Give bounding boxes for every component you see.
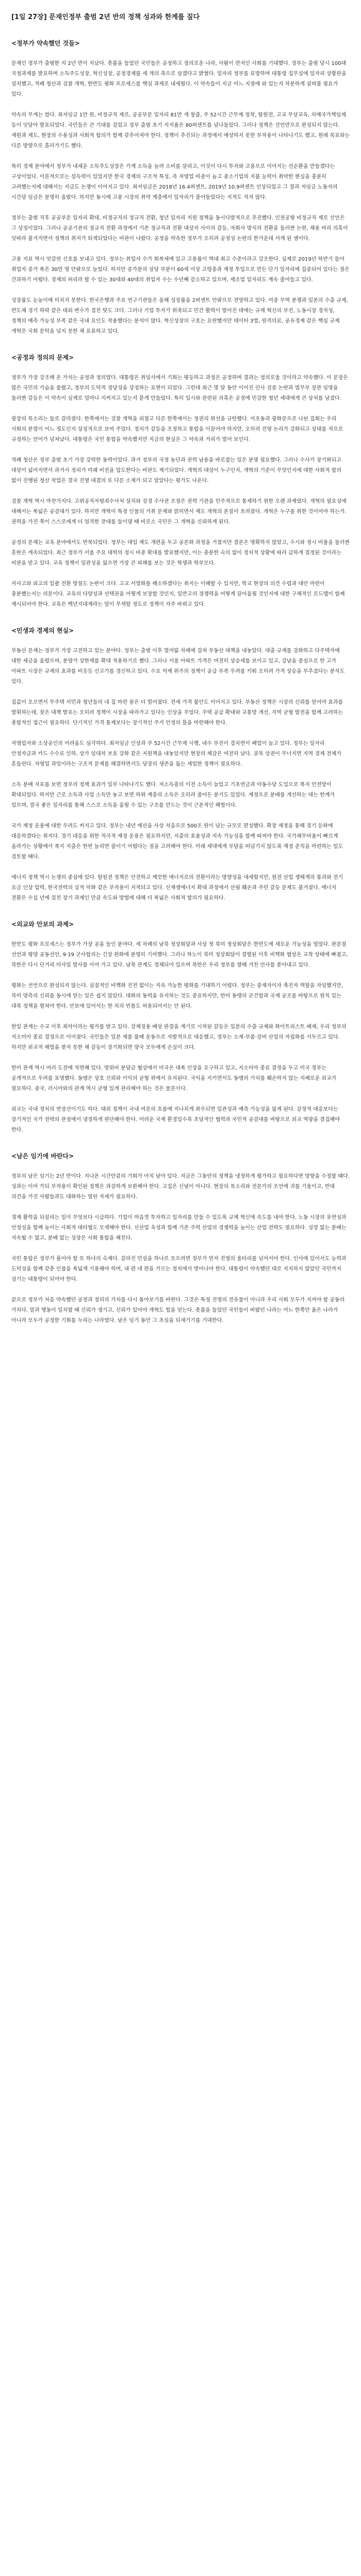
body-paragraph: 광장의 목소리는 둘로 갈라졌다. 한쪽에서는 검찰 개혁을 외쳤고 다른 한쪽에서는 정권의 위선을 규탄했다. 서초동과 광화문으로 나뉜 집회는 우리 사회의 분열이 어느 정도인지 상징적으로 보여 주었다. 정치가 갈등을 조정하고 통합을 이끌어야 하지만, 오히려 진영 논리가 강화되고 상대를 적으로 규정하는 언어가 넘쳐났다. 대통령은 국민 통합을 약속했지만 지금의 현실은 그 약속과 거리가 멀어 보인다.: [11, 416, 343, 443]
section-heading: <민생과 경제의 현실>: [11, 627, 74, 634]
section-heading: <외교와 안보의 과제>: [11, 921, 74, 928]
body-paragraph: 소득 분배 지표를 보면 정부의 정책 효과가 일부 나타나기도 했다. 저소득층의 이전 소득이 늘었고 기초연금과 아동수당 도입으로 복지 안전망이 확대되었다. 하지만 근로 소득과 사업 소득만 놓고 보면 하위 계층의 소득은 오히려 줄어든 분기도 있었다. 재정으로 분배를 개선하는 데는 한계가 있으며, 결국 좋은 일자리를 통해 스스로 소득을 올릴 수 있는 구조를 만드는 것이 근본적인 해법이다.: [11, 782, 335, 808]
body-paragraph: 공정의 문제는 교육 분야에서도 반복되었다. 정부는 대입 제도 개편을 두고 공론화 과정을 거쳤지만 결론은 명확하지 않았고, 수시와 정시 비율을 둘러싼 혼란은 계속되었다. 최근 정부가 서울 주요 대학의 정시 비중 확대를 발표했지만, 이는 충분한 숙의 없이 정치적 상황에 따라 급하게 결정된 것이라는 비판을 받고 있다. 교육 정책이 일관성을 잃으면 가장 큰 피해를 보는 것은 학생과 학부모다.: [11, 540, 350, 566]
body-paragraph: 문재인 정부가 출범한 지 2년 반이 지났다. 촛불을 들었던 국민들은 공정하고 정의로운 나라, 사람이 먼저인 사회를 기대했다. 정부는 출범 당시 100대 국정과제를 발표하며 소득주도성장, 혁신성장, 공정경제를 세 개의 축으로 삼겠다고 밝혔다. 일자리 정부를 표방하며 대통령 집무실에 일자리 상황판을 설치했고, 적폐 청산과 검찰 개혁, 한반도 평화 프로세스를 핵심 과제로 내세웠다. 이 약속들이 지금 어느 지점에 와 있는지 차분하게 살펴볼 필요가 있다.: [11, 61, 347, 97]
body-paragraph: 경제 활력을 되살리는 일이 무엇보다 시급하다. 기업이 마음껏 투자하고 일자리를 만들 수 있도록 규제 혁신에 속도를 내야 한다. 노동 시장의 유연성과 안정성을 함께 높이는 사회적 대타협도 모색해야 한다. 신산업 육성과 함께 기존 주력 산업의 경쟁력을 높이는 산업 전략도 필요하다. 성장 없는 분배는 지속될 수 없고, 분배 없는 성장은 사회 통합을 해친다.: [11, 1215, 347, 1241]
body-paragraph: 특히 경제 분야에서 정부가 내세운 소득주도성장은 가계 소득을 늘려 소비를 살리고, 이것이 다시 투자와 고용으로 이어지는 선순환을 만들겠다는 구상이었다. 이론적으로는 설득력이 있었지만 한국 경제의 구조적 특성, 즉 자영업 비중이 높고 중소기업의 지불 능력이 취약한 현실을 충분히 고려했는지에 대해서는 지금도 논쟁이 이어지고 있다. 최저임금은 2018년 16.4퍼센트, 2019년 10.9퍼센트 인상되었고 그 결과 저임금 노동자의 시간당 임금은 분명히 올랐다. 하지만 동시에 고용 시장의 취약 계층에서 일자리가 줄어들었다는 지적도 적지 않다.: [11, 164, 338, 200]
section-heading: <공정과 정의의 문제>: [11, 354, 74, 361]
section-heading: <정부가 약속했던 것들>: [11, 40, 80, 47]
section-heading: <남은 임기에 바란다>: [11, 1153, 74, 1160]
body-paragraph: 고용 지표 역시 엇갈린 신호를 보내고 있다. 정부는 취업자 수가 회복세에 있고 고용률이 역대 최고 수준이라고 강조한다. 실제로 2019년 하반기 들어 취업자 증가 폭은 30만 명 안팎으로 늘었다. 하지만 증가분의 상당 부분이 60세 이상 고령층과 재정 투입으로 만든 단기 일자리에 집중되어 있다는 점은 간과하기 어렵다. 경제의 허리라 할 수 있는 30대와 40대의 취업자 수는 수년째 감소하고 있으며, 제조업 일자리도 계속 줄어들고 있다.: [11, 257, 350, 283]
body-paragraph: 외교는 국내 정치의 연장선이기도 하다. 대외 정책이 국내 여론의 흐름에 지나치게 좌우되면 일관성과 예측 가능성을 잃게 된다. 감정적 대응보다는 장기적인 국가 전략의 관점에서 냉정하게 판단해야 한다. 어려운 국제 환경일수록 초당적인 협력과 국민적 공감대를 바탕으로 외교 역량을 결집해야 한다.: [11, 1107, 340, 1133]
body-paragraph: 끝으로 정부가 처음 약속했던 공정과 정의의 가치를 다시 돌아보기를 바란다. 그것은 특정 진영의 전유물이 아니라 우리 사회 모두가 지켜야 할 공동의 가치다. 말과 행동이 일치할 때 신뢰가 생기고, 신뢰가 있어야 개혁도 힘을 얻는다. 촛불을 들었던 국민들이 바랐던 나라는 어느 한쪽만 옳은 나라가 아니라 모두가 공정한 기회를 누리는 나라였다. 남은 임기 동안 그 초심을 되새기기를 기대한다.: [11, 1297, 345, 1324]
body-paragraph: 검찰 개혁 역시 마찬가지다. 고위공직자범죄수사처 설치와 검경 수사권 조정은 권력 기관을 민주적으로 통제하기 위한 오랜 과제였다. 개혁의 필요성에 대해서는 폭넓은 공감대가 있다. 하지만 개혁이 특정 인물의 거취 문제와 얽히면서 제도 개혁의 본질이 흐려졌다. 개혁은 누구를 위한 것이어야 하는가. 권력을 가진 쪽이 스스로에게 더 엄격한 잣대를 들이댈 때 비로소 국민은 그 개혁을 신뢰하게 된다.: [11, 499, 347, 525]
body-paragraph: 국민 통합은 정부가 풀어야 할 또 하나의 숙제다. 갈라진 민심을 하나로 모으려면 정부가 먼저 진영의 울타리를 넘어서야 한다. 인사에 있어서도 능력과 도덕성을 함께 갖춘 인물을 폭넓게 기용해야 하며, 내 편 네 편을 가르는 정치에서 벗어나야 한다. 대통령이 약속했던 대로 지지하지 않았던 국민까지 섬기는 대통령이 되어야 한다.: [11, 1256, 347, 1282]
body-paragraph: 정부가 가장 강조해 온 가치는 공정과 정의였다. 대통령은 취임사에서 기회는 평등하고 과정은 공정하며 결과는 정의로울 것이라고 약속했다. 이 문장은 많은 국민의 가슴을 울렸고, 정부의 도덕적 정당성을 상징하는 표현이 되었다. 그런데 최근 몇 달 동안 이어진 인사 검증 논란과 법무부 장관 임명을 둘러싼 갈등은 이 약속이 실제로 얼마나 지켜지고 있는지 묻게 만들었다. 특히 입시와 관련된 의혹은 공정에 민감한 청년 세대에게 큰 상처를 남겼다.: [11, 375, 348, 401]
body-paragraph: 집값이 오르면서 무주택 서민과 청년들의 내 집 마련 꿈은 더 멀어졌다. 전세 가격 불안도 이어지고 있다. 부동산 정책은 시장의 신뢰를 얻어야 효과를 발휘하는데, 잦은 대책 발표는 오히려 정책이 시장을 따라가고 있다는 인상을 주었다. 주택 공급 확대와 교통망 개선, 지역 균형 발전을 함께 고려하는 종합적인 접근이 필요하다. 단기적인 가격 통제보다는 장기적인 주거 안정의 틀을 마련해야 한다.: [11, 700, 343, 726]
body-paragraph: 에너지 정책 역시 논쟁의 중심에 있다. 탈원전 정책은 안전하고 깨끗한 에너지로의 전환이라는 방향성을 내세웠지만, 원전 산업 생태계의 붕괴와 전기 요금 인상 압력, 한국전력의 실적 악화 같은 부작용이 지적되고 있다. 신재생에너지 확대 과정에서 산림 훼손과 주민 갈등 문제도 불거졌다. 에너지 전환은 수십 년에 걸친 장기 과제인 만큼 속도와 방법에 대해 더 폭넓은 사회적 합의가 필요하다.: [11, 875, 343, 901]
body-paragraph: 자사고와 외고의 일괄 전환 방침도 논란이 크다. 고교 서열화를 해소하겠다는 취지는 이해할 수 있지만, 학교 현장의 의견 수렴과 대안 마련이 충분했는지는 의문이다. 교육의 다양성과 선택권을 어떻게 보장할 것인지, 일반고의 경쟁력을 어떻게 끌어올릴 것인지에 대한 구체적인 로드맵이 함께 제시되어야 한다. 교육은 백년지대계라는 말이 무색할 정도로 정책이 자주 바뀌고 있다.: [11, 581, 345, 607]
body-paragraph: 성장률도 눈높이에 미치지 못한다. 한국은행과 주요 연구기관들은 올해 성장률을 2퍼센트 안팎으로 전망하고 있다. 미중 무역 분쟁과 일본의 수출 규제, 반도체 경기 하락 같은 대외 변수가 겹친 탓도 크다. 그러나 기업 투자가 위축되고 민간 활력이 떨어진 데에는 규제 혁신의 부진, 노동시장 경직성, 정책의 예측 가능성 부족 같은 국내 요인도 작용했다는 분석이 많다. 혁신성장의 구호는 요란했지만 데이터 3법, 원격의료, 공유경제 같은 핵심 규제 개혁은 국회 문턱을 넘지 못한 채 표류하고 있다.: [11, 298, 348, 334]
body-paragraph: 한미 관계 역시 여러 도전에 직면해 있다. 방위비 분담금 협상에서 미국은 대폭 인상을 요구하고 있고, 지소미아 종료 결정을 두고 미국 정부는 공개적으로 우려를 표명했다. 동맹은 상호 신뢰와 이익의 균형 위에서 유지된다. 국익을 지키면서도 동맹의 가치를 훼손하지 않는 지혜로운 외교가 필요하다. 중국, 러시아와의 관계 역시 균형 있게 관리해야 하는 것은 물론이다.: [11, 1065, 337, 1092]
document-body: [11, 38, 350, 1326]
body-paragraph: 약속의 무게는 컸다. 최저임금 1만 원, 비정규직 제로, 공공부문 일자리 81만 개 창출, 주 52시간 근무제 정착, 탈원전, 고교 무상교육, 치매국가책임제 등이 잇달아 발표되었다. 국민들은 큰 기대를 걸었고 정부 출범 초기 지지율은 80퍼센트를 넘나들었다. 그러나 정책은 선언만으로 완성되지 않는다. 재원과 제도, 현장의 수용성과 사회적 합의가 함께 갖추어져야 한다. 정책이 추진되는 과정에서 예상하지 못한 부작용이 나타나기도 했고, 원래 목표와는 다른 방향으로 흘러가기도 했다.: [11, 112, 350, 149]
body-paragraph: 정부의 남은 임기는 2년 반이다. 지나온 시간만큼의 기회가 아직 남아 있다. 지금은 그동안의 정책을 냉정하게 평가하고 필요하다면 방향을 수정할 때다. 성과는 이어 가되 부작용이 확인된 정책은 과감하게 보완해야 한다. 고집은 신념이 아니다. 현장의 목소리와 전문가의 조언에 귀를 기울이고, 반대 의견을 가진 사람들과도 대화하는 열린 자세가 필요하다.: [11, 1174, 350, 1200]
body-paragraph: 부동산 문제는 정부가 가장 고전하고 있는 분야다. 정부는 출범 이후 열여덟 차례에 걸쳐 부동산 대책을 내놓았다. 대출 규제를 강화하고 다주택자에 대한 세금을 올렸으며, 분양가 상한제를 확대 적용하기로 했다. 그러나 서울 아파트 가격은 여전히 상승세를 보이고 있고, 강남을 중심으로 한 고가 아파트 시장은 규제의 효과를 비웃듯 신고가를 경신하고 있다. 수요 억제 위주의 정책이 공급 부족 우려를 키워 오히려 가격 상승을 부추겼다는 분석도 있다.: [11, 648, 345, 685]
body-paragraph: 한반도 평화 프로세스는 정부가 가장 공을 들인 분야다. 세 차례의 남북 정상회담과 사상 첫 북미 정상회담은 한반도에 새로운 가능성을 열었다. 판문점 선언과 평양 공동선언, 9·19 군사합의는 긴장 완화에 분명히 기여했다. 그러나 하노이 북미 정상회담이 결렬된 이후 비핵화 협상은 교착 상태에 빠졌고, 북한은 다시 단거리 미사일 발사를 이어 가고 있다. 남북 관계도 정체되어 있으며 북한은 우리 정부를 향해 거친 언사를 쏟아내고 있다.: [11, 942, 348, 968]
document-title: [1일 27장] 문재인정부 출범 2년 반의 정책 성과와 한계를 짚다: [11, 13, 200, 21]
body-paragraph: 한일 관계는 수교 이후 최악이라는 평가를 받고 있다. 강제징용 배상 판결을 계기로 시작된 갈등은 일본의 수출 규제와 화이트리스트 배제, 우리 정부의 지소미아 종료 결정으로 이어졌다. 국민들은 일본 제품 불매 운동으로 자발적으로 대응했고, 정부는 소재·부품·장비 산업의 자립화를 서두르고 있다. 하지만 외교적 해법을 찾지 못한 채 갈등이 장기화되면 양국 모두에게 손실이 크다.: [11, 1024, 347, 1050]
body-paragraph: 자영업자와 소상공인의 어려움도 심각하다. 최저임금 인상과 주 52시간 근무제 시행, 내수 부진이 겹치면서 폐업이 늘고 있다. 정부는 일자리 안정자금과 카드 수수료 인하, 상가 임대차 보호 강화 같은 지원책을 내놓았지만 현장의 체감은 여전히 낮다. 골목 상권이 무너지면 지역 경제 전체가 흔들린다. 자영업 과잉이라는 구조적 문제를 해결하면서도 당장의 생존을 돕는 세밀한 정책이 필요하다.: [11, 741, 341, 767]
body-paragraph: 평화는 선언으로 완성되지 않는다. 실질적인 비핵화 진전 없이는 지속 가능한 평화를 기대하기 어렵다. 정부는 중재자이자 촉진자 역할을 자임했지만, 북미 양측의 신뢰를 동시에 얻는 일은 쉽지 않았다. 대화의 동력을 유지하는 것도 중요하지만, 한미 동맹의 굳건함과 국제 공조를 바탕으로 원칙 있는 대북 정책을 펼쳐야 한다. 안보에 있어서는 한 치의 빈틈도 허용되어서는 안 된다.: [11, 983, 343, 1009]
body-paragraph: 적폐 청산은 정부 출범 초기 가장 강력한 동력이었다. 과거 정부의 국정 농단과 권력 남용을 바로잡는 일은 분명 필요했다. 그러나 수사가 장기화되고 대상이 넓어지면서 과거사 정리가 미래 비전을 압도한다는 비판도 제기되었다. 개혁의 대상이 누구인지, 개혁의 기준이 무엇인지에 대한 사회적 합의 없이 진행된 청산 작업은 결국 진영 대결의 또 다른 소재가 되고 말았다는 평가도 나온다.: [11, 457, 341, 484]
body-paragraph: 정부는 출범 직후 공공부문 일자리 확대, 비정규직의 정규직 전환, 청년 일자리 지원 정책을 동시다발적으로 추진했다. 인천공항 비정규직 제로 선언은 그 상징이었다. 그러나 공공기관의 정규직 전환 과정에서 기존 정규직과 전환 대상자 사이의 갈등, 자회사 방식의 전환을 둘러싼 논란, 채용 비리 의혹이 잇따라 불거지면서 정책의 취지가 퇴색되었다는 비판이 나왔다. 공정을 약속한 정부가 오히려 공정성 논란의 한가운데 서게 된 셈이다.: [11, 215, 348, 242]
body-paragraph: 국가 재정 운용에 대한 우려도 커지고 있다. 정부는 내년 예산을 사상 처음으로 500조 원이 넘는 규모로 편성했다. 확장 재정을 통해 경기 둔화에 대응하겠다는 취지다. 경기 대응을 위한 적극적 재정 운용은 필요하지만, 지출의 효율성과 지속 가능성을 함께 따져야 한다. 국가채무비율이 빠르게 올라가는 상황에서 복지 지출은 한번 늘리면 줄이기 어렵다는 점을 고려해야 한다. 미래 세대에게 부담을 떠넘기지 않도록 재정 준칙을 마련하는 일도 검토할 때다.: [11, 823, 343, 860]
